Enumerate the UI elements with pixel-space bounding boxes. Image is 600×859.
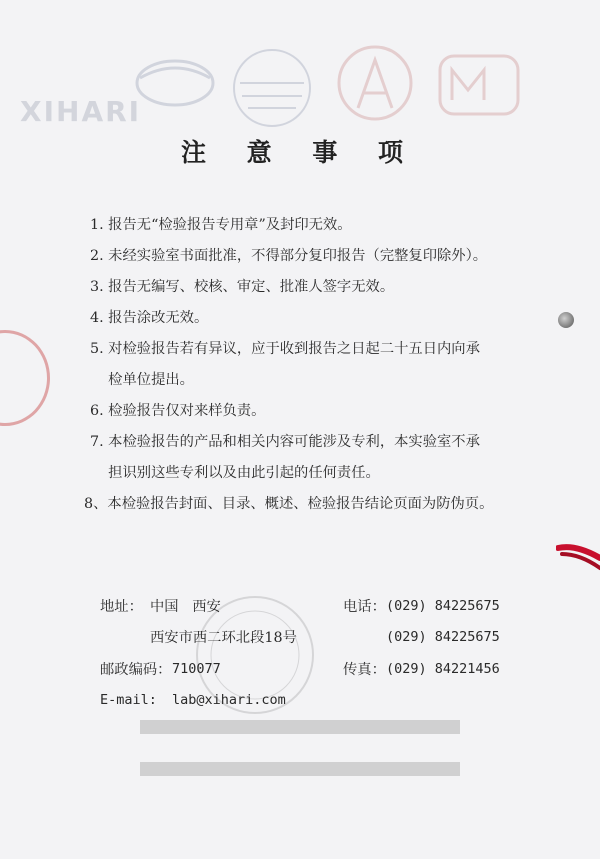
address-line-1: 中国 西安 — [150, 599, 221, 615]
red-seal-partial — [0, 330, 50, 426]
notice-item: 1. 报告无“检验报告专用章”及封印无效。 — [90, 217, 352, 233]
brand-watermark-text: XIHARI — [20, 95, 142, 128]
phone-2: (029) 84225675 — [386, 629, 500, 645]
fax-label: 传真： — [343, 662, 386, 678]
notice-item: 7. 本检验报告的产品和相关内容可能涉及专利，本实验室不承 — [90, 434, 480, 450]
notice-item: 8、本检验报告封面、目录、概述、检验报告结论页面为防伪页。 — [84, 496, 494, 512]
postcode-label: 邮政编码： — [100, 662, 172, 678]
notice-item-continued: 担识别这些专利以及由此引起的任何责任。 — [90, 465, 380, 481]
page-title: 注 意 事 项 — [180, 138, 420, 167]
address-label: 地址： — [100, 599, 143, 615]
notice-item: 5. 对检验报告若有异议，应于收到报告之日起二十五日内向承 — [90, 341, 480, 357]
bleed-through-line — [140, 720, 460, 734]
accreditation-logos-watermark — [0, 38, 600, 148]
notice-item-continued: 检单位提出。 — [90, 372, 194, 388]
binding-hole — [558, 312, 574, 328]
fax-number: (029) 84221456 — [386, 661, 500, 677]
bleed-through-line — [140, 762, 460, 776]
cma-logo — [440, 56, 518, 114]
notice-item: 6. 检验报告仅对来样负责。 — [90, 403, 266, 419]
cnas-logo — [137, 61, 213, 105]
postcode: 710077 — [172, 661, 221, 677]
ilac-logo — [234, 50, 310, 126]
notice-item: 4. 报告涂改无效。 — [90, 310, 209, 326]
phone-label: 电话： — [343, 599, 386, 615]
cma-a-logo — [339, 47, 411, 119]
notice-list — [84, 210, 530, 520]
address-line-2: 西安市西二环北段18号 — [150, 630, 297, 646]
notice-item: 3. 报告无编写、校核、审定、批准人签字无效。 — [90, 279, 395, 295]
email-address: lab@xihari.com — [172, 692, 286, 708]
email-label: E-mail: — [100, 692, 157, 708]
binding-cord — [556, 540, 600, 574]
notice-item: 2. 未经实验室书面批准，不得部分复印报告（完整复印除外）。 — [90, 248, 488, 264]
phone-1: (029) 84225675 — [386, 598, 500, 614]
